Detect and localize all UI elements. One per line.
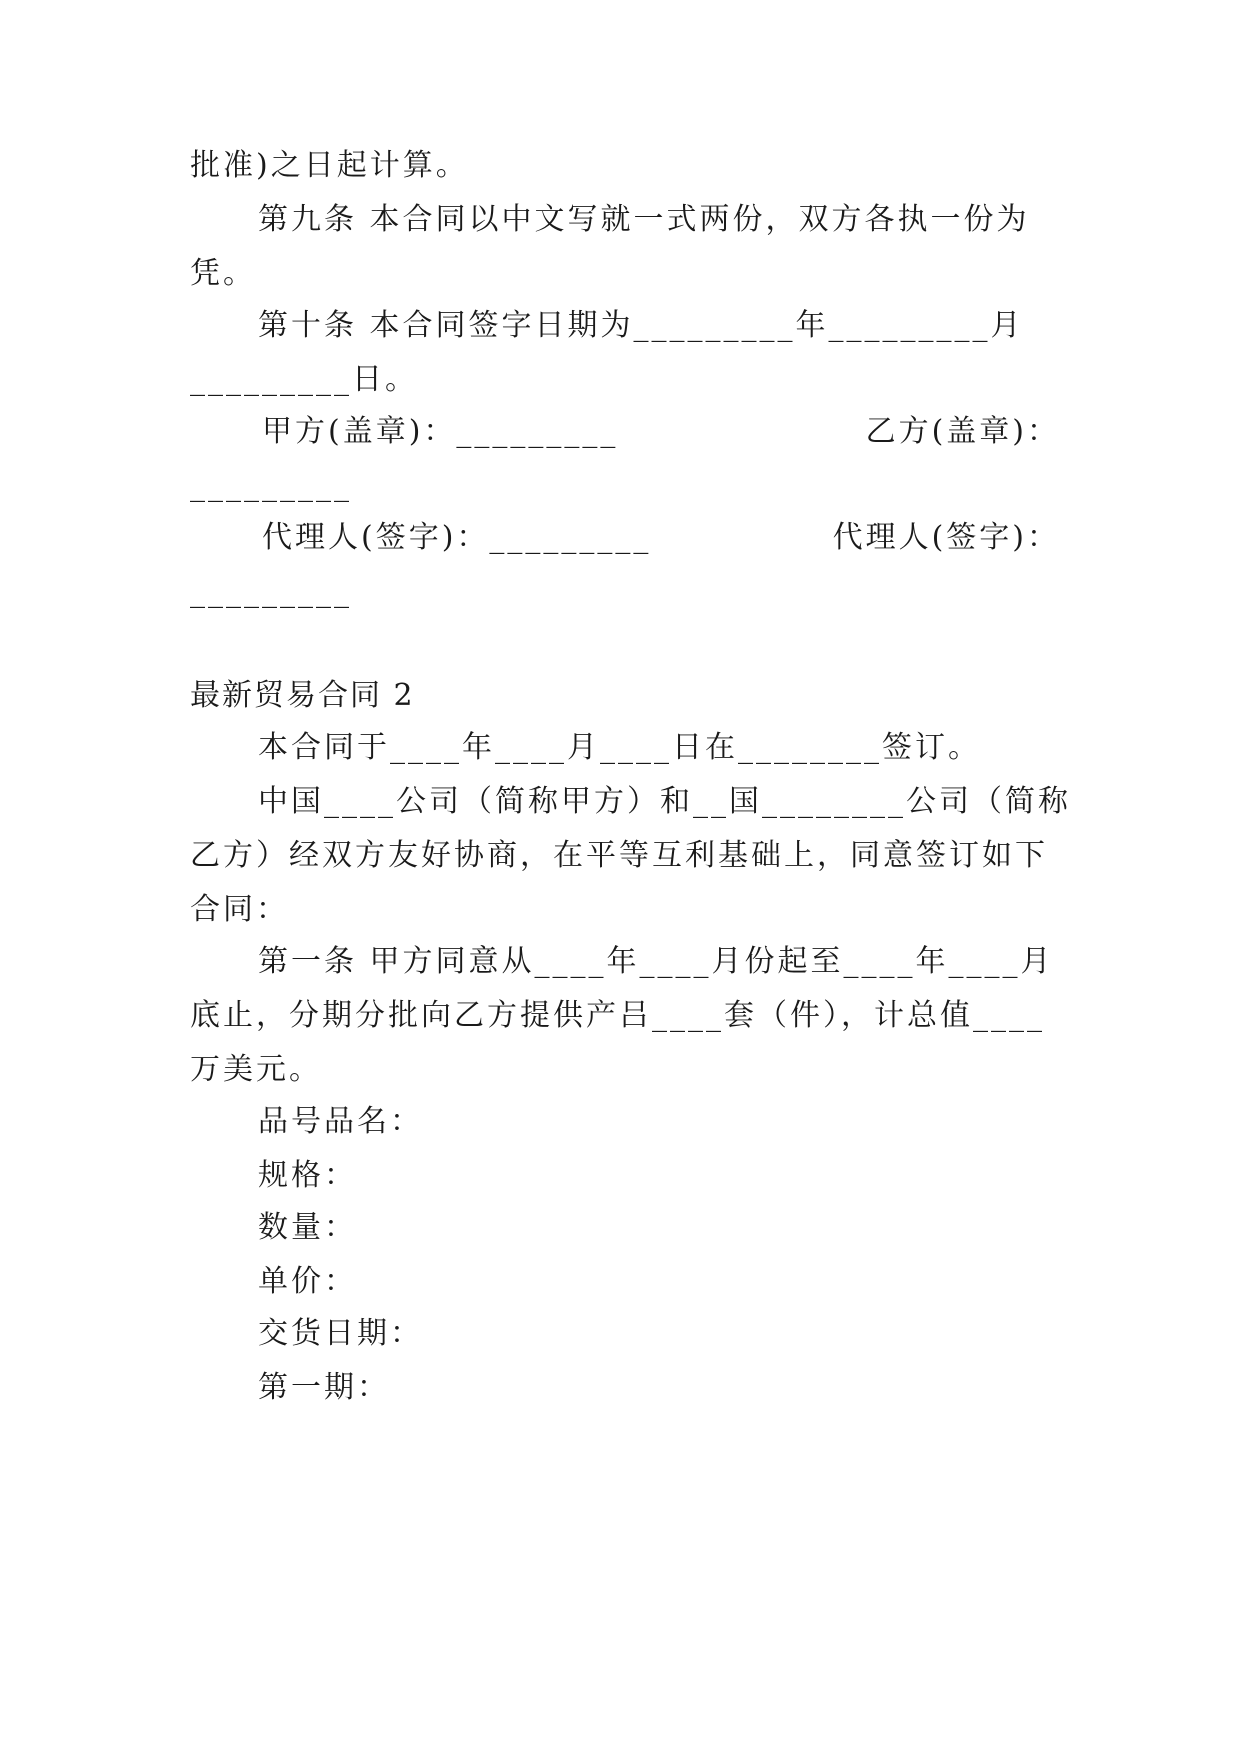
article-1-line-1: 第一条 甲方同意从____年____月份起至____年____月 <box>258 944 1054 979</box>
field-specification: 规格： <box>258 1158 357 1193</box>
parties-line-2: 乙方）经双方友好协商，在平等互利基础上，同意签订如下 <box>190 838 1048 873</box>
agent-b-signature: 代理人(签字)： <box>832 520 1060 555</box>
article-9-line-2: 凭。 <box>190 256 256 291</box>
section-title: 最新贸易合同 2 <box>190 678 415 713</box>
field-unit-price: 单价： <box>258 1264 357 1299</box>
article-10-line-2: _________日。 <box>190 362 418 397</box>
signing-paragraph: 本合同于____年____月____日在________签订。 <box>258 730 981 765</box>
field-delivery-date: 交货日期： <box>258 1316 423 1351</box>
parties-line-3: 合同： <box>190 892 289 927</box>
party-b-seal: 乙方(盖章)： <box>865 414 1060 449</box>
agent-a-signature: 代理人(签字)：_________ <box>262 520 652 555</box>
article-1-line-3: 万美元。 <box>190 1052 322 1087</box>
parties-line-1: 中国____公司（简称甲方）和__国________公司（简称 <box>258 784 1071 819</box>
continuation-text: 批准)之日起计算。 <box>190 148 469 183</box>
article-1-line-2: 底止，分期分批向乙方提供产吕____套（件），计总值____ <box>190 998 1045 1033</box>
party-b-seal-blank: _________ <box>190 468 352 503</box>
field-first-period: 第一期： <box>258 1370 390 1405</box>
field-product-name: 品号品名： <box>258 1104 423 1139</box>
article-9-line-1: 第九条 本合同以中文写就一式两份，双方各执一份为 <box>258 202 1030 237</box>
article-10-line-1: 第十条 本合同签字日期为_________年_________月 <box>258 308 1024 343</box>
party-a-seal: 甲方(盖章)：_________ <box>262 414 619 449</box>
agent-b-signature-blank: _________ <box>190 574 352 609</box>
field-quantity: 数量： <box>258 1210 357 1245</box>
